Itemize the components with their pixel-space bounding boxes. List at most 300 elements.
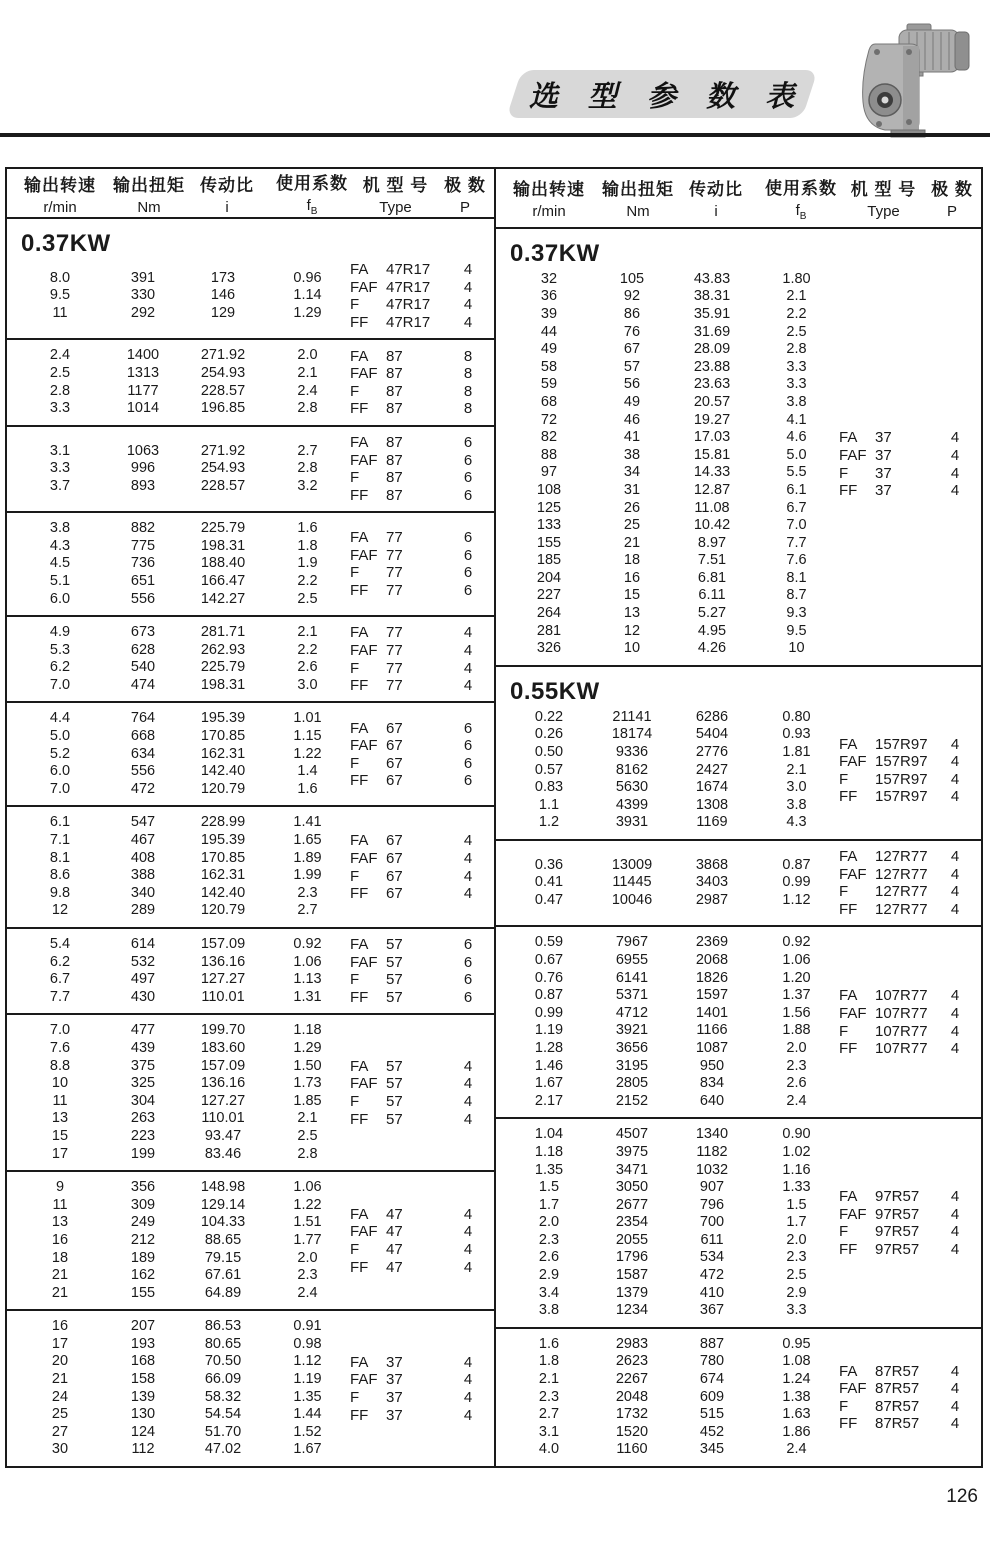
type-suffix: 47 (386, 1258, 403, 1276)
table-row (496, 517, 831, 535)
service-factor-cell: 3.3 (786, 376, 807, 393)
type-list (342, 1206, 494, 1276)
poles-value: 4 (463, 677, 473, 695)
speed-cell: 0.36 (534, 856, 564, 873)
torque-cell: 207 (130, 1318, 156, 1335)
service-factor-cell: 1.41 (293, 814, 322, 831)
table-row (7, 573, 342, 591)
service-factor-cell: 1.12 (782, 891, 811, 908)
block-inner (7, 624, 494, 694)
type-label (831, 1040, 929, 1057)
speed-cell: 25 (51, 1406, 69, 1423)
type-prefix: FF (350, 677, 369, 695)
type-prefix: FAF (839, 1005, 867, 1023)
torque-cell: 388 (130, 867, 156, 884)
type-prefix: FF (839, 1415, 858, 1433)
type-label (342, 400, 442, 417)
table-row (496, 970, 831, 988)
service-factor-cell: 3.8 (786, 393, 807, 410)
speed-cell: 39 (540, 305, 558, 322)
type-suffix: 77 (386, 546, 403, 564)
table-row (496, 464, 831, 482)
torque-cell: 3195 (615, 1057, 649, 1074)
ratio-cell: 609 (699, 1388, 725, 1405)
speed-cell: 0.59 (534, 934, 564, 951)
type-row (831, 866, 981, 884)
type-suffix: 107R77 (875, 987, 928, 1005)
table-block (7, 929, 494, 1015)
data-rows (7, 443, 342, 496)
type-row (342, 1093, 494, 1111)
power-section-title: 0.37KW (21, 230, 111, 257)
service-factor-cell: 4.3 (786, 814, 807, 831)
col-header-type: 机 型 号 Type (362, 175, 429, 216)
speed-cell: 5.0 (49, 728, 71, 745)
service-factor-cell: 1.24 (782, 1371, 811, 1388)
ratio-cell: 254.93 (200, 460, 246, 477)
service-factor-cell: 3.8 (786, 796, 807, 813)
torque-cell: 124 (130, 1423, 156, 1440)
torque-cell: 158 (130, 1371, 156, 1388)
type-suffix: 67 (386, 849, 403, 867)
ratio-cell: 228.57 (200, 477, 246, 494)
service-factor-cell: 0.91 (293, 1318, 322, 1335)
table-row (496, 1058, 831, 1076)
speed-cell: 3.8 (538, 1302, 560, 1319)
table-row (496, 892, 831, 910)
type-prefix: FA (350, 529, 369, 547)
table-row (7, 1179, 342, 1197)
torque-cell: 2623 (615, 1353, 649, 1370)
service-factor-cell: 6.1 (786, 481, 807, 498)
torque-cell: 4507 (615, 1126, 649, 1143)
speed-cell: 6.2 (49, 953, 71, 970)
torque-cell: 155 (130, 1284, 156, 1301)
service-factor-cell: 1.19 (293, 1371, 322, 1388)
speed-cell: 1.6 (538, 1335, 560, 1352)
speed-cell: 204 (536, 569, 562, 586)
speed-cell: 24 (51, 1388, 69, 1405)
table-row (7, 781, 342, 799)
service-factor-cell: 2.8 (786, 341, 807, 358)
poles-value: 4 (463, 1388, 473, 1406)
ratio-cell: 262.93 (200, 641, 246, 658)
type-row (342, 547, 494, 565)
type-prefix: FAF (350, 278, 378, 296)
speed-cell: 16 (51, 1318, 69, 1335)
table-row (7, 365, 342, 383)
ratio-cell: 15.81 (693, 446, 731, 463)
type-label (831, 447, 929, 464)
type-prefix: FF (839, 1040, 858, 1058)
ratio-cell: 166.47 (200, 572, 246, 589)
type-label (342, 677, 442, 694)
type-label (342, 885, 442, 902)
type-prefix: FF (350, 772, 369, 790)
type-prefix: F (839, 1022, 849, 1040)
type-label (342, 582, 442, 599)
service-factor-cell: 1.13 (293, 971, 322, 988)
type-label (342, 737, 442, 754)
type-label (342, 1058, 442, 1075)
speed-cell: 5.4 (49, 936, 71, 952)
poles-value: 4 (463, 885, 473, 903)
type-row (831, 1205, 981, 1223)
header-divider-rule (0, 133, 990, 137)
type-suffix: 127R77 (875, 865, 928, 883)
table-row (7, 728, 342, 746)
speed-cell: 2.8 (49, 382, 71, 399)
service-factor-cell: 2.3 (786, 1249, 807, 1266)
poles-value: 4 (950, 735, 960, 753)
ratio-cell: 104.33 (200, 1214, 246, 1231)
type-suffix: 47R17 (386, 278, 431, 296)
speed-cell: 155 (536, 534, 562, 551)
torque-cell: 775 (130, 537, 156, 554)
ratio-cell: 3868 (695, 856, 729, 873)
poles-value: 6 (463, 772, 473, 790)
col-header-service-factor: 使用系数 $f_B$ (765, 178, 837, 222)
service-factor-cell: 10 (788, 640, 805, 657)
type-prefix: FF (350, 582, 369, 599)
speed-cell: 9 (55, 1179, 65, 1196)
type-prefix: FA (350, 624, 369, 642)
service-factor-cell: 0.98 (293, 1335, 322, 1352)
torque-cell: 1400 (126, 347, 160, 364)
service-factor-cell: 2.4 (297, 1284, 318, 1301)
service-factor-cell: 2.0 (786, 1231, 807, 1248)
type-prefix: FF (350, 989, 369, 1007)
table-row (7, 1146, 342, 1164)
poles-value: 4 (950, 1223, 960, 1241)
service-factor-cell: 1.6 (297, 520, 318, 537)
poles-value: 4 (950, 1005, 960, 1023)
ratio-cell: 79.15 (204, 1249, 242, 1266)
type-suffix: 67 (386, 832, 403, 850)
speed-cell: 8.0 (49, 269, 71, 286)
title-banner (506, 70, 818, 118)
torque-cell: 764 (130, 710, 156, 727)
service-factor-cell: 4.6 (786, 429, 807, 446)
poles-value: 4 (463, 1093, 473, 1111)
type-label (342, 832, 442, 849)
poles-value: 8 (463, 382, 473, 400)
type-suffix: 157R97 (875, 788, 928, 806)
speed-cell: 16 (51, 1231, 69, 1248)
block-inner (7, 1318, 494, 1459)
type-list (342, 1058, 494, 1128)
torque-cell: 292 (130, 304, 156, 321)
table-body-left (7, 219, 494, 1466)
type-suffix: 87 (386, 347, 403, 365)
table-row (7, 814, 342, 832)
speed-cell: 7.1 (49, 832, 71, 849)
speed-cell: 1.2 (538, 814, 560, 831)
type-prefix: FAF (350, 641, 378, 659)
ratio-cell: 907 (699, 1179, 725, 1196)
type-row (342, 434, 494, 452)
table-row (7, 1318, 342, 1336)
type-row (342, 1206, 494, 1224)
speed-cell: 4.0 (538, 1441, 560, 1458)
ratio-cell: 47.02 (204, 1441, 242, 1458)
ratio-cell: 1166 (696, 1022, 728, 1039)
poles-value: 8 (463, 400, 473, 418)
type-row (342, 400, 494, 418)
ratio-cell: 2068 (695, 951, 729, 968)
torque-cell: 1732 (615, 1406, 649, 1423)
type-prefix: F (350, 382, 360, 400)
speed-cell: 227 (536, 587, 562, 604)
page-title: 选 型 参 数 表 (529, 80, 806, 113)
table-row (7, 555, 342, 573)
torque-cell: 3921 (615, 1022, 649, 1039)
speed-cell: 8.1 (49, 849, 71, 866)
type-row (831, 1040, 981, 1058)
ratio-cell: 1597 (695, 987, 729, 1004)
service-factor-cell: 2.3 (786, 1057, 807, 1074)
type-prefix: FF (350, 1258, 369, 1276)
service-factor-cell: 0.87 (782, 856, 811, 873)
torque-cell: 34 (623, 464, 641, 481)
type-suffix: 77 (386, 529, 403, 547)
table-row (496, 1285, 831, 1303)
table-row (496, 1162, 831, 1180)
speed-cell: 0.76 (534, 969, 564, 986)
type-label (342, 642, 442, 659)
service-factor-cell: 1.20 (782, 969, 811, 986)
torque-cell: 16 (623, 569, 641, 586)
table-block (7, 340, 494, 426)
table-row (496, 324, 831, 342)
speed-cell: 8.8 (49, 1057, 71, 1074)
poles-value: 6 (463, 486, 473, 504)
type-label (831, 1005, 929, 1022)
table-row (7, 347, 342, 365)
type-suffix: 57 (386, 1075, 403, 1093)
type-prefix: FA (839, 735, 858, 753)
type-label (342, 954, 442, 971)
poles-value: 8 (463, 347, 473, 365)
ratio-cell: 127.27 (200, 971, 246, 988)
type-suffix: 157R97 (875, 753, 928, 771)
torque-cell: 540 (130, 659, 156, 676)
service-factor-cell: 1.51 (293, 1214, 322, 1231)
type-prefix: FF (839, 901, 858, 919)
ratio-cell: 35.91 (693, 305, 731, 322)
service-factor-cell: 2.1 (297, 624, 318, 641)
service-factor-cell: 2.2 (297, 641, 318, 658)
service-factor-cell: 1.8 (297, 537, 318, 554)
speed-cell: 8.6 (49, 867, 71, 884)
data-rows (7, 270, 342, 323)
table-row (496, 744, 831, 762)
type-row (342, 314, 494, 332)
type-prefix: FF (839, 482, 858, 500)
type-suffix: 67 (386, 772, 403, 790)
torque-cell: 263 (130, 1110, 156, 1127)
speed-cell: 44 (540, 323, 558, 340)
table-row (7, 460, 342, 478)
type-label (342, 1354, 442, 1371)
type-suffix: 97R57 (875, 1223, 920, 1241)
type-suffix: 57 (386, 1057, 403, 1075)
table-row (496, 587, 831, 605)
speed-cell: 1.7 (538, 1196, 560, 1213)
block-inner (7, 1022, 494, 1163)
type-suffix: 97R57 (875, 1188, 920, 1206)
speed-cell: 7.0 (49, 676, 71, 693)
service-factor-cell: 2.1 (786, 288, 807, 305)
type-label (342, 772, 442, 789)
poles-value: 4 (463, 849, 473, 867)
poles-value: 4 (463, 624, 473, 642)
poles-value: 4 (463, 1371, 473, 1389)
type-row (342, 936, 494, 954)
speed-cell: 0.83 (534, 779, 564, 796)
speed-cell: 12 (51, 902, 69, 919)
table-row (7, 305, 342, 323)
type-list (342, 719, 494, 789)
poles-value: 4 (950, 1240, 960, 1258)
type-suffix: 37 (875, 464, 892, 482)
type-row (342, 1110, 494, 1128)
type-prefix: FAF (839, 753, 867, 771)
type-prefix: F (350, 659, 360, 677)
ratio-cell: 80.65 (204, 1335, 242, 1352)
type-label (342, 314, 442, 331)
torque-cell: 105 (619, 270, 645, 287)
table-row (496, 797, 831, 815)
table-row (496, 306, 831, 324)
table-row (496, 1371, 831, 1389)
ratio-cell: 225.79 (200, 520, 246, 537)
data-rows (496, 271, 831, 658)
torque-cell: 130 (130, 1406, 156, 1423)
type-row (831, 883, 981, 901)
speed-cell: 2.17 (534, 1092, 564, 1109)
poles-value: 4 (463, 278, 473, 296)
service-factor-cell: 2.1 (297, 1110, 318, 1127)
table-block (496, 927, 981, 1119)
poles-value: 4 (950, 901, 960, 919)
type-row (831, 788, 981, 806)
type-label (831, 1380, 929, 1397)
type-list (342, 1353, 494, 1423)
ratio-cell: 120.79 (200, 902, 246, 919)
torque-cell: 325 (130, 1075, 156, 1092)
table-header-left (7, 169, 494, 219)
type-row (342, 1371, 494, 1389)
type-prefix: FF (350, 1110, 369, 1128)
ratio-cell: 410 (699, 1284, 725, 1301)
type-suffix: 57 (386, 989, 403, 1007)
torque-cell: 31 (623, 481, 641, 498)
table-row (7, 1075, 342, 1093)
service-factor-cell: 2.5 (297, 1127, 318, 1144)
ratio-cell: 834 (699, 1075, 725, 1092)
type-prefix: FF (350, 400, 369, 418)
table-row (7, 902, 342, 920)
table-row (7, 763, 342, 781)
table-block (7, 1311, 494, 1466)
speed-cell: 82 (540, 429, 558, 446)
type-label (342, 989, 442, 1006)
service-factor-cell: 1.81 (782, 744, 811, 761)
speed-cell: 18 (51, 1249, 69, 1266)
data-rows (7, 1179, 342, 1302)
ratio-cell: 23.88 (693, 358, 731, 375)
data-rows (7, 520, 342, 608)
type-suffix: 47R17 (386, 261, 431, 279)
torque-cell: 57 (623, 358, 641, 375)
table-row (7, 1336, 342, 1354)
type-row (831, 482, 981, 500)
torque-cell: 67 (623, 341, 641, 358)
table-row (496, 874, 831, 892)
table-row (496, 1179, 831, 1197)
speed-cell: 2.5 (49, 364, 71, 381)
type-row (831, 770, 981, 788)
poles-value: 4 (950, 1188, 960, 1206)
type-label (831, 1363, 929, 1380)
ratio-cell: 129.14 (200, 1196, 246, 1213)
speed-cell: 108 (536, 481, 562, 498)
service-factor-cell: 1.50 (293, 1057, 322, 1074)
ratio-cell: 67.61 (204, 1267, 242, 1284)
poles-value: 6 (463, 564, 473, 582)
speed-cell: 11 (52, 1092, 68, 1109)
torque-cell: 497 (130, 971, 156, 988)
table-row (496, 987, 831, 1005)
type-row (342, 1075, 494, 1093)
type-label (342, 383, 442, 400)
service-factor-cell: 1.22 (293, 745, 322, 762)
type-label (342, 1407, 442, 1424)
service-factor-cell: 2.3 (297, 884, 318, 901)
data-rows (496, 934, 831, 1110)
type-label (831, 1188, 929, 1205)
speed-cell: 3.3 (49, 400, 71, 417)
poles-value: 4 (463, 1241, 473, 1258)
speed-cell: 0.50 (534, 744, 564, 761)
torque-cell: 10046 (611, 891, 653, 908)
torque-cell: 882 (130, 520, 156, 537)
speed-cell: 7.7 (49, 988, 71, 1005)
block-inner (7, 1179, 494, 1302)
type-suffix: 47R17 (386, 314, 431, 332)
service-factor-cell: 1.06 (293, 953, 322, 970)
torque-cell: 10 (623, 640, 641, 657)
torque-cell: 289 (130, 902, 156, 919)
type-label (831, 1398, 929, 1415)
service-factor-cell: 9.5 (786, 622, 807, 639)
table-row (496, 359, 831, 377)
torque-cell: 5630 (615, 779, 649, 796)
ratio-cell: 1308 (695, 796, 729, 813)
torque-cell: 3931 (615, 814, 649, 831)
data-rows (7, 1318, 342, 1459)
type-label (342, 755, 442, 772)
speed-cell: 133 (536, 517, 562, 534)
ratio-cell: 173 (210, 269, 236, 286)
type-prefix: F (839, 883, 849, 901)
type-label (342, 720, 442, 737)
type-prefix: FA (350, 347, 369, 365)
type-label (342, 279, 442, 296)
type-label (342, 1389, 442, 1406)
type-row (342, 279, 494, 297)
